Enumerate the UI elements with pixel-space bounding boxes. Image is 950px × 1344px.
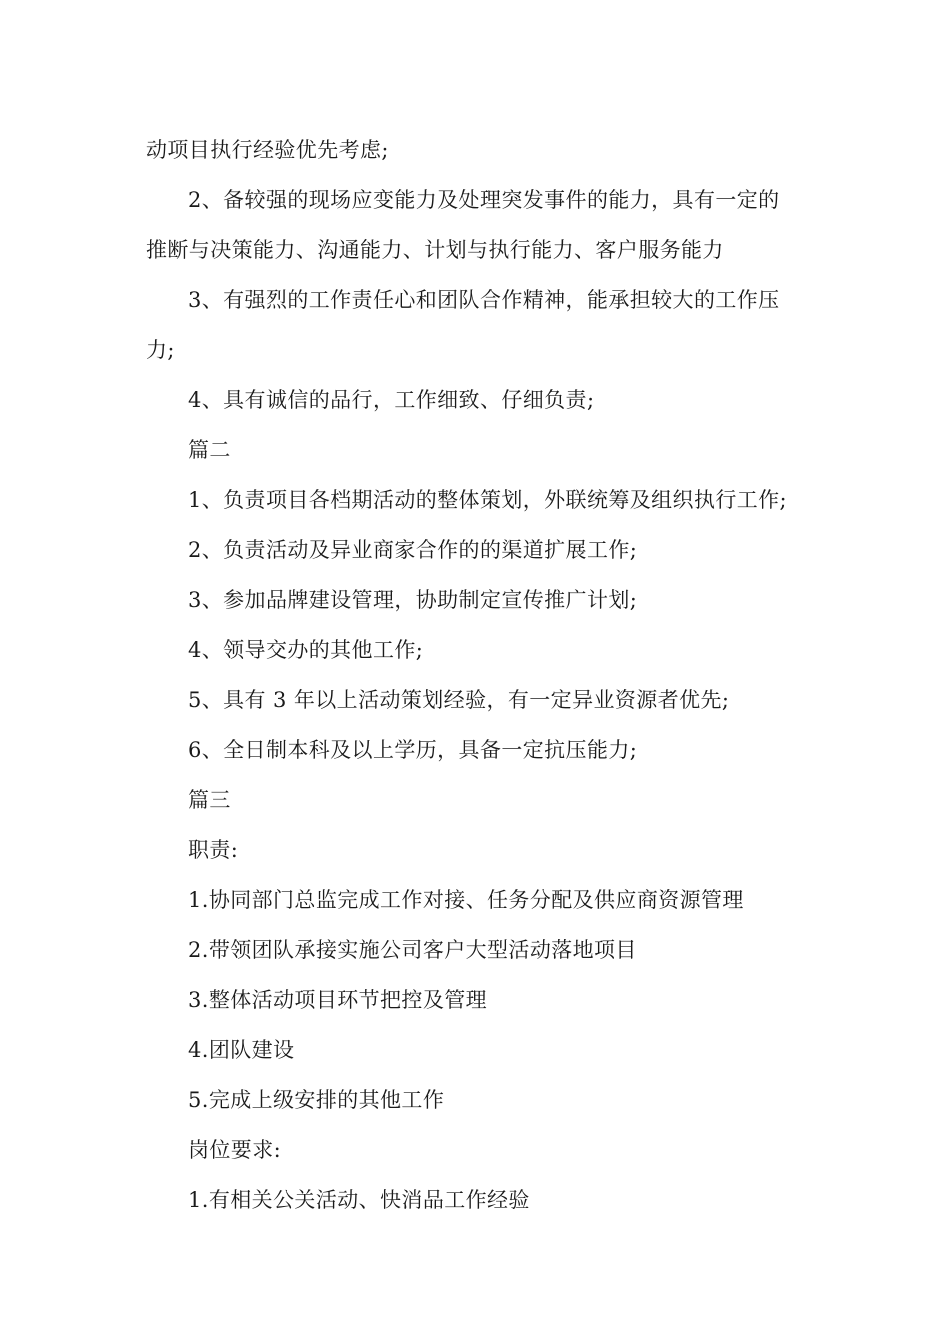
section-heading: 篇二 — [188, 438, 231, 462]
text-line: 3、有强烈的工作责任心和团队合作精神，能承担较大的工作压 — [188, 288, 780, 312]
text-line: 1.有相关公关活动、快消品工作经验 — [188, 1188, 530, 1212]
text-line: 5、具有 3 年以上活动策划经验，有一定异业资源者优先; — [188, 688, 730, 712]
text-line: 3、参加品牌建设管理，协助制定宣传推广计划; — [188, 588, 638, 612]
text-line: 2、负责活动及异业商家合作的的渠道扩展工作; — [188, 538, 638, 562]
section-heading: 篇三 — [188, 788, 231, 812]
text-line: 6、全日制本科及以上学历，具备一定抗压能力; — [188, 738, 638, 762]
text-line: 1、负责项目各档期活动的整体策划，外联统筹及组织执行工作; — [188, 488, 788, 512]
text-line: 1.协同部门总监完成工作对接、任务分配及供应商资源管理 — [188, 888, 744, 912]
text-line: 4.团队建设 — [188, 1038, 295, 1062]
text-line: 4、具有诚信的品行，工作细致、仔细负责; — [188, 388, 595, 412]
text-line: 动项目执行经验优先考虑; — [146, 138, 389, 162]
subheading: 岗位要求: — [188, 1138, 282, 1162]
text-line: 2.带领团队承接实施公司客户大型活动落地项目 — [188, 938, 637, 962]
subheading: 职责: — [188, 838, 239, 862]
text-line: 推断与决策能力、沟通能力、计划与执行能力、客户服务能力 — [146, 238, 724, 262]
text-line: 力; — [146, 338, 175, 362]
text-line: 2、备较强的现场应变能力及处理突发事件的能力，具有一定的 — [188, 188, 780, 212]
text-line: 3.整体活动项目环节把控及管理 — [188, 988, 488, 1012]
text-line: 5.完成上级安排的其他工作 — [188, 1088, 445, 1112]
text-line: 4、领导交办的其他工作; — [188, 638, 424, 662]
